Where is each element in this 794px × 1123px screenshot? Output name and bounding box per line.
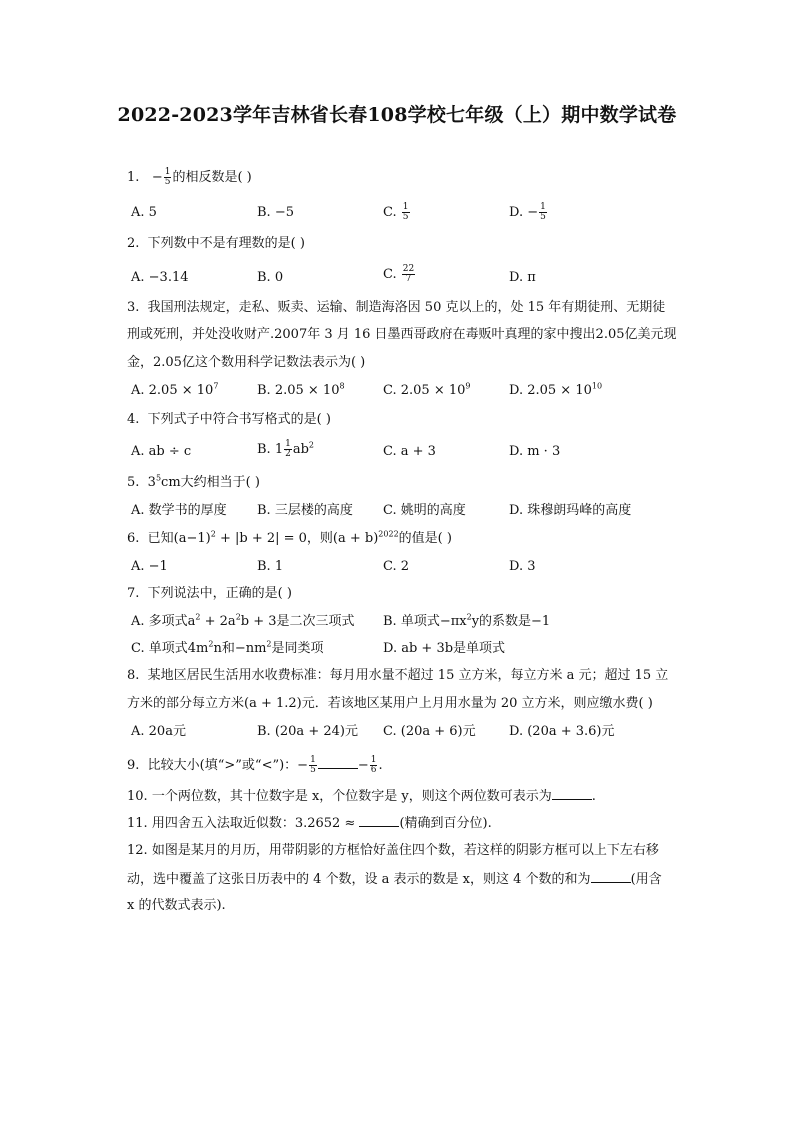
option-c: C. (20a + 6)元 xyxy=(383,724,476,739)
question-12: 12. 如图是某月的月历，用带阴影的方框恰好盖住四个数，若这样的阴影方框可以上下左右移 xyxy=(127,843,659,858)
option-b: B. −5 xyxy=(257,205,294,220)
question-11: 11. 用四舍五入法取近似数：3.2652 ≈ (精确到百分位). xyxy=(127,816,492,831)
option-a: A. −1 xyxy=(131,559,168,574)
question-9: 9. 比较大小(填“>”或“<”)：− $\frac{1}{5}$ − $\frac{1}{6}$ . xyxy=(127,755,383,775)
option-c: C. $2.05 \times 10^9$ xyxy=(383,381,471,398)
option-b: B. 1 $\frac{1}{2}$ $ab^2$ xyxy=(257,439,314,459)
option-b: B. (20a + 24)元 xyxy=(257,724,358,739)
question-number: 1. xyxy=(127,170,140,185)
option-a: A. 20a元 xyxy=(131,724,186,739)
question-3-line-2: 刑或死刑，并处没收财产.2007年 3 月 16 日墨西哥政府在毒贩叶真理的家中搜出2.05亿美元现 xyxy=(127,327,677,342)
option-c: C. $\frac{22}{7}$ xyxy=(383,264,415,284)
question-10: 10. 一个两位数，其十位数字是 x，个位数字是 y，则这个两位数可表示为 . xyxy=(127,789,596,804)
option-a: A. $2.05 \times 10^7$ xyxy=(131,381,219,398)
option-b: B. 0 xyxy=(257,270,284,285)
option-c: C. 姚明的高度 xyxy=(383,503,466,518)
option-d: D. 3 xyxy=(509,559,536,574)
option-a: A. ab ÷ c xyxy=(131,444,192,459)
option-c: C. 2 xyxy=(383,559,410,574)
option-d: D. ab + 3b是单项式 xyxy=(383,641,506,656)
question-text: 的相反数是( ) xyxy=(172,170,252,185)
question-5: 5. $3^5cm$大约相当于( ) xyxy=(127,473,260,490)
option-b: B. 三层楼的高度 xyxy=(257,503,353,518)
question-2: 2. 下列数中不是有理数的是( ) xyxy=(127,236,305,251)
answer-blank[interactable] xyxy=(552,788,592,800)
option-c: C. 单项式$4m^2n$和$-nm^2$是同类项 xyxy=(131,639,324,656)
option-b: B. $2.05 \times 10^8$ xyxy=(257,381,345,398)
option-d: D. m · 3 xyxy=(509,444,561,459)
question-3-line-3: 金，2.05亿这个数用科学记数法表示为( ) xyxy=(127,355,366,370)
option-d: D. 珠穆朗玛峰的高度 xyxy=(509,503,632,518)
question-8-line-2: 方米的部分每立方米(a + 1.2)元．若该地区某用户上月用水量为 20 立方米，则应缴水费( ) xyxy=(127,696,653,711)
question-6: 6. 已知$(a-1)^2 + |b + 2| = 0$，则$(a + b)^{2022}$的值是( ) xyxy=(127,529,452,546)
option-d: D. $2.05 \times 10^{10}$ xyxy=(509,381,603,398)
question-12-line-2: 动，选中覆盖了这张日历表中的 4 个数，设 a 表示的数是 x，则这 4 个数的和为 (用含 xyxy=(127,872,662,887)
option-d: D. π xyxy=(509,270,536,285)
option-a: A. 多项式$a^2 + 2a^2b + 3$是二次三项式 xyxy=(131,612,355,629)
question-4: 4. 下列式子中符合书写格式的是( ) xyxy=(127,412,331,427)
answer-blank[interactable] xyxy=(318,757,358,769)
question-12-line-3: x 的代数式表示). xyxy=(127,898,226,913)
question-8: 8. 某地区居民生活用水收费标准：每月用水量不超过 15 立方米，每立方米 a 元；超过 15 立 xyxy=(127,668,669,683)
option-d: D. − $\frac{1}{5}$ xyxy=(509,202,546,222)
answer-blank[interactable] xyxy=(591,871,631,883)
option-a: A. 5 xyxy=(131,205,157,220)
fraction: $\frac{1}{5}$ xyxy=(164,167,171,187)
page-title: 2022-2023学年吉林省长春108学校七年级（上）期中数学试卷 xyxy=(117,104,677,126)
option-d: D. (20a + 3.6)元 xyxy=(509,724,615,739)
question-7: 7. 下列说法中，正确的是( ) xyxy=(127,586,292,601)
option-c: C. $\frac{1}{5}$ xyxy=(383,202,409,222)
option-b: B. 1 xyxy=(257,559,284,574)
option-b: B. 单项式$-\pi x^2y$的系数是−1 xyxy=(383,612,551,629)
answer-blank[interactable] xyxy=(359,815,399,827)
question-3: 3. 我国刑法规定，走私、贩卖、运输、制造海洛因 50 克以上的，处 15 年有期徒刑、无期徒 xyxy=(127,300,666,315)
question-1 xyxy=(127,168,687,187)
minus-sign: − xyxy=(151,170,163,185)
option-a: A. −3.14 xyxy=(131,270,189,285)
option-a: A. 数学书的厚度 xyxy=(131,503,227,518)
question-text: 下列数中不是有理数的是( ) xyxy=(147,236,305,251)
option-c: C. a + 3 xyxy=(383,444,436,459)
